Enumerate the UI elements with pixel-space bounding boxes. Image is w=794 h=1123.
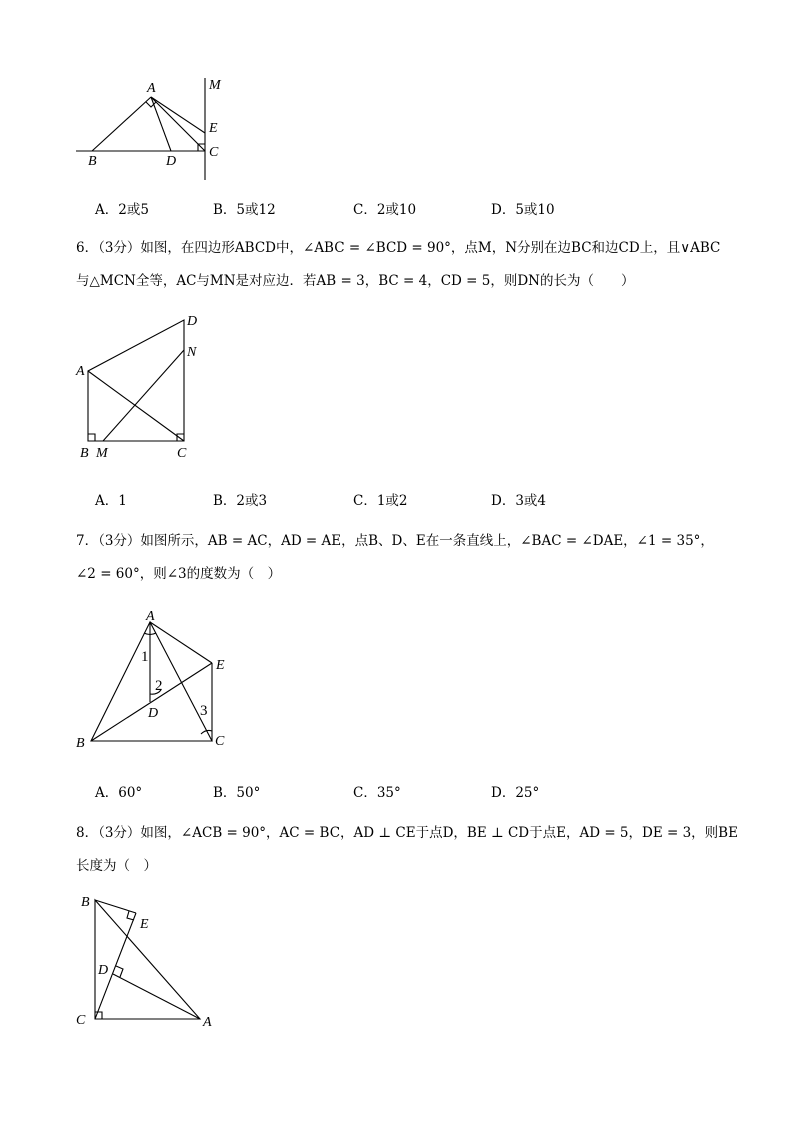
question-6-line-2: 与△MCN全等，AC与MN是对应边．若AB = 3，BC = 4，CD = 5，则DN的长为（ ） [76, 273, 635, 289]
question-7 [76, 525, 726, 591]
angle-arc-3 [201, 730, 212, 734]
label-m: M [209, 78, 221, 93]
option-d[interactable]: D．3或4 [491, 493, 547, 509]
triangle-abc [91, 622, 212, 741]
question-6 [76, 232, 726, 298]
option-b[interactable]: B．5或12 [213, 202, 276, 218]
label-m: M [96, 446, 108, 461]
label-c: C [76, 1013, 86, 1028]
label-e: E [216, 658, 225, 673]
label-d: D [166, 154, 177, 169]
label-a: A [146, 609, 155, 624]
question-7-line-2: ∠2 = 60°，则∠3的度数为（ ） [76, 566, 282, 582]
segment-ae [150, 622, 212, 663]
options-q5 [95, 198, 715, 218]
question-8-line-1: 8．（3分）如图，∠ACB = 90°，AC = BC，AD ⊥ CE于点D，BE ⊥ CD于点E，AD = 5，DE = 3，则BE [76, 825, 738, 841]
label-a: A [76, 364, 85, 379]
label-angle-1: 1 [141, 649, 149, 665]
segment-ae [151, 97, 205, 133]
right-angle-mark-b [88, 434, 95, 441]
label-d: D [187, 314, 198, 329]
segment-ac [151, 97, 205, 151]
option-c[interactable]: C．1或2 [353, 493, 408, 509]
figure-q5 [70, 72, 230, 184]
figure-q6 [70, 306, 220, 466]
options-q6 [95, 489, 715, 509]
label-c: C [215, 734, 225, 749]
label-b: B [81, 895, 90, 910]
segment-ab [92, 97, 151, 151]
option-c[interactable]: C．2或10 [353, 202, 417, 218]
question-8-line-2: 长度为（ ） [76, 858, 157, 874]
option-d[interactable]: D．25° [491, 785, 540, 801]
option-a[interactable]: A．1 [95, 493, 127, 509]
option-d[interactable]: D．5或10 [491, 202, 555, 218]
option-c[interactable]: C．35° [353, 785, 401, 801]
label-e: E [140, 917, 149, 932]
segment-mn [103, 350, 184, 441]
figure-q7 [70, 605, 240, 755]
label-e: E [209, 121, 218, 136]
label-a: A [203, 1015, 212, 1030]
label-a: A [147, 81, 156, 96]
label-b: B [76, 736, 85, 751]
segment-ad [113, 974, 200, 1019]
question-8 [76, 817, 738, 883]
figure-q8 [70, 888, 230, 1038]
segment-ac [88, 371, 184, 441]
label-c: C [209, 145, 219, 160]
label-b: B [80, 446, 89, 461]
label-n: N [187, 345, 197, 360]
option-b[interactable]: B．50° [213, 785, 261, 801]
label-b: B [88, 154, 97, 169]
option-a[interactable]: A．60° [95, 785, 143, 801]
option-a[interactable]: A．2或5 [95, 202, 149, 218]
label-d: D [148, 706, 159, 721]
question-6-line-1: 6．（3分）如图，在四边形ABCD中，∠ABC = ∠BCD = 90°，点M，N分别在边BC和边CD上，且∨ABC [76, 240, 721, 256]
label-c: C [177, 446, 187, 461]
segment-be [91, 663, 212, 741]
question-7-line-1: 7．（3分）如图所示，AB = AC，AD = AE，点B、D、E在一条直线上，∠BAC = ∠DAE，∠1 = 35°， [76, 533, 714, 549]
options-q7 [95, 781, 715, 801]
label-angle-2: 2 [155, 678, 163, 694]
segment-ad [151, 97, 171, 151]
label-angle-3: 3 [200, 703, 208, 719]
option-b[interactable]: B．2或3 [213, 493, 268, 509]
right-angle-mark-d [116, 966, 123, 977]
label-d: D [98, 963, 109, 978]
quadrilateral-abcd [88, 320, 184, 441]
